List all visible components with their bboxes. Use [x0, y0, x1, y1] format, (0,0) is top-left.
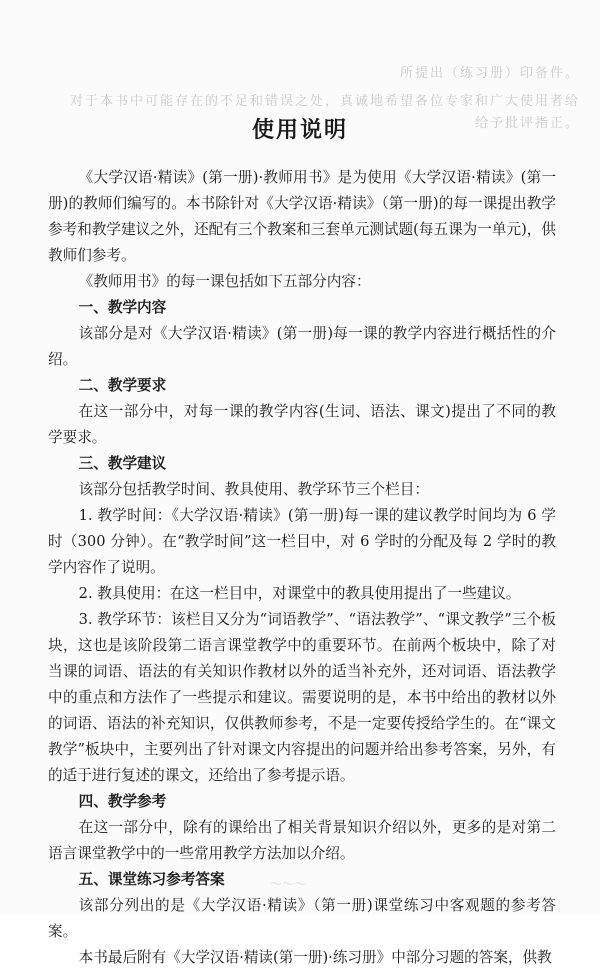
section-3-paragraph-3: 2. 教具使用：在这一栏目中，对课堂中的教具使用提出了一些建议。 [78, 585, 521, 602]
section-5-paragraph-2: 本书最后附有《大学汉语·精读(第一册)·练习册》中部分习题的答案，供教 [78, 949, 552, 966]
section-3-paragraph-1: 该部分包括教学时间、教具使用、教学环节三个栏目： [78, 481, 429, 498]
section-1-paragraph-1: 该部分是对《大学汉语·精读》(第一册)每一课的教学内容进行概括性的介绍。 [48, 325, 556, 368]
intro-paragraph-1: 《大学汉语·精读》(第一册)·教师用书》是为使用《大学汉语·精读》(第一册)的教师们编写的。本书除针对《大学汉语·精读》（第一册)的每一课提出教学参考和教学建议之外，还配有三个教案和三套单元测试题(每五课为一单元)，供教师们参考。 [48, 169, 556, 264]
bleed-through-text-2: 对于本书中可能存在的不足和错误之处，真诚地希望各位专家和广大使用者给 [69, 94, 580, 109]
intro-paragraph-2: 《教师用书》的每一课包括如下五部分内容： [78, 273, 371, 290]
section-heading-3: 三、教学建议 [78, 455, 167, 472]
section-5-paragraph-1: 该部分列出的是《大学汉语·精读》（第一册)课堂练习中客观题的参考答案。 [48, 897, 556, 940]
section-3-paragraph-4: 3. 教学环节：该栏目又分为“词语教学”、“语法教学”、“课文教学”三个板块，这也是该阶段第二语言课堂教学中的重要环节。在前两个板块中，除了对当课的词语、语法的有关知识作教材以外的适当补充外，还对词语、语法教学中的重点和方法作了一些提示和建议。需要说明的是，本书中给出的教材以外的词语、语法的补充知识，仅供教师参考，不是一定要传授给学生的。在“课文教学”板块中，主要列出了针对课文内容提出的问题并给出参考答案，另外，有的适于进行复述的课文，还给出了参考提示语。 [48, 611, 556, 784]
section-heading-4: 四、教学参考 [78, 793, 167, 810]
document-body [48, 165, 556, 971]
footer-decoration: ～～～ [270, 877, 307, 891]
section-heading-5: 五、课堂练习参考答案 [78, 871, 225, 888]
section-2-paragraph-1: 在这一部分中，对每一课的教学内容(生词、语法、课文)提出了不同的教学要求。 [48, 403, 556, 446]
page-title: 使用说明 [251, 118, 348, 143]
section-3-paragraph-2: 1. 教学时间：《大学汉语·精读》(第一册)每一课的建议教学时间均为 6 学时（300 分钟）。在“教学时间”这一栏目中，对 6 学时的分配及每 2 学时的教学内容作了说明。 [48, 507, 556, 576]
section-4-paragraph-1: 在这一部分中，除有的课给出了相关背景知识介绍以外，更多的是对第二语言课堂教学中的一些常用教学方法加以介绍。 [48, 819, 556, 862]
bleed-through-text-3: 给予批评指正。 [474, 116, 580, 131]
section-heading-2: 二、教学要求 [78, 377, 167, 394]
section-heading-1: 一、教学内容 [78, 299, 167, 316]
bleed-through-text-1: 所提出（练习册）印备件。 [399, 66, 580, 81]
